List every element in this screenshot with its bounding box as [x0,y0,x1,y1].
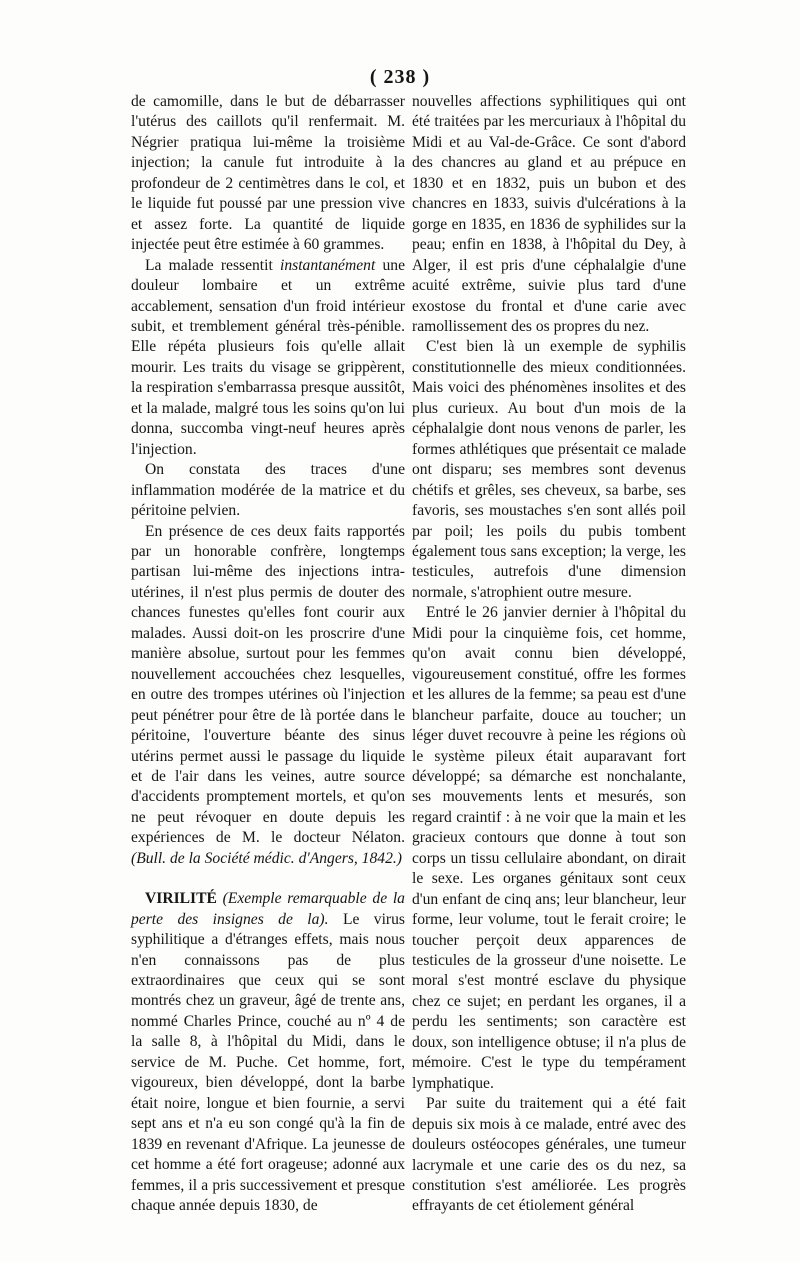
paragraph-admission: Entré le 26 janvier dernier à l'hôpital du Midi pour la cinquième fois, cet homme, qu'on avait connu bien développé, vigoureusement constitué, offre les formes et les allures de la femme; sa peau est d'une blancheur parfaite, douce au toucher; un léger duvet recouvre à peine les régions où le système pileux était auparavant fort développé; sa démarche est nonchalante, ses mouvements lents et mesurés, son regard craintif : à ne voir que la main et les gracieux contours que donne à tout son corps un tissu cellulaire abondant, on dirait le sexe. Les organes génitaux sont ceux d'un enfant de cinq ans; leur blancheur, leur forme, leur volume, tout le ferait croire; le toucher perçoit deux apparences de testicules de la grosseur d'une noisette. Le moral s'est montré esclave du physique chez ce sujet; en perdant les organes, il a perdu les sentiments; son caractère est doux, son intelligence obtuse; il n'a plus de mémoire. C'est le type du tempérament lymphatique. [412,604,686,1092]
right-column [412,92,686,1217]
text-run: En présence de ces deux faits rapportés par un honorable confrère, longtemps partisan lui-même des injections intra-utérines, il n'est plus permis de douter des chances funestes qu'elles font courir aux malades. Aussi doit-on les proscrire d'une manière absolue, surtout pour les femmes nouvellement accouchées chez lesquelles, en outre des trompes utérines où l'injection peut pénétrer pour être de là portée dans le péritoine, l'ouverture béante des sinus utérins permet aussi le passage du liquide et de l'air dans les veines, autre source d'accidents promptement mortels, et qu'on ne peut révoquer en doute depuis les expériences de M. le docteur Nélaton. [131,522,405,847]
entry-subheading: (Exemple remarquable de la perte des insignes de la). [131,890,405,928]
paragraph-virilite [131,889,405,1216]
paragraph-symptoms [131,256,405,461]
paragraph-conclusion [131,522,405,870]
paragraph-injection-details: de camomille, dans le but de débarrasser l'utérus des caillots qu'il renfermait. M. Négrier pratiqua lui-même la troisième injection; la canule fut introduite à la profondeur de 2 centimètres dans le col, et le liquide fut poussé par une pression vive et assez forte. La quantité de liquide injectée peut être estimée à 60 grammes. [131,93,405,254]
text-run: La malade ressentit [145,256,280,274]
paragraph-history: nouvelles affections syphilitiques qui ont été traitées par les mercuriaux à l'hôpital du Midi et au Val-de-Grâce. Ce sont d'abord des chancres au gland et au prépuce en 1830 et en 1832, puis un bubon et des chancres en 1833, suivis d'ulcérations à la gorge en 1835, en 1836 de syphilides sur la peau; enfin en 1838, à l'hôpital du Dey, à Alger, il est pris d'une céphalalgie d'une acuité extrême, suivie plus tard d'une exostose du frontal et d'une carie avec ramollissement des os propres du nez. [412,93,686,335]
text-run: Le virus syphilitique a d'étranges effets, mais nous n'en connaissons pas de plus extraordinaires que ceux qui se sont montrés chez un graveur, âgé de trente ans, nommé Charles Prince, couché au nº 4 de la salle 8, à l'hôpital du Midi, dans le service de M. Puche. Cet homme, fort, vigoureux, bien développé, dont la barbe était noire, longue et bien fournie, a servi sept ans et n'a eu son congé qu'à la fin de 1839 en revenant d'Afrique. La jeunesse de cet homme a été fort orageuse; adonné aux femmes, il a pris successivement et presque chaque année depuis 1830, de [131,910,405,1215]
left-column [131,92,405,1216]
paragraph-phenomena: C'est bien là un exemple de syphilis constitutionnelle des mieux conditionnées. Mais voici des phénomènes insolites et des plus curieux. Au bout d'un mois de la céphalalgie dont nous venons de parler, les formes athlétiques que présentait ce malade ont disparu; ses membres sont devenus chétifs et grêles, ses cheveux, sa barbe, ses favoris, ses moustaches s'en sont allés poil par poil; les poils du pubis tombent également tous sans exception; la verge, les testicules, autrefois d'une dimension normale, s'atrophient outre mesure. [412,338,686,601]
emphasis-instantanement: instantanément [280,256,376,274]
spacer [131,869,405,889]
paragraph-autopsy: On constata des traces d'une inflammation modérée de la matrice et du péritoine pelvien. [131,461,405,520]
paragraph-treatment: Par suite du traitement qui a été fait depuis six mois à ce malade, entré avec des douleurs ostéocopes générales, une tumeur lacrymale et une carie des os du nez, sa constitution s'est améliorée. Les progrès effrayants de cet étiolement général [412,1095,686,1215]
text-run: une douleur lombaire et un extrême accablement, sensation d'un froid intérieur subit, et tremblement général très-pénible. Elle répéta plusieurs fois qu'elle allait mourir. Les traits du visage se grippèrent, la respiration s'embarrassa presque aussitôt, et la malade, malgré tous les soins qu'on lui donna, succomba vingt-neuf heures après l'injection. [131,256,405,458]
citation: (Bull. de la Société médic. d'Angers, 1842.) [131,849,402,867]
entry-heading: VIRILITÉ [145,890,217,908]
page-number: ( 238 ) [369,66,431,88]
